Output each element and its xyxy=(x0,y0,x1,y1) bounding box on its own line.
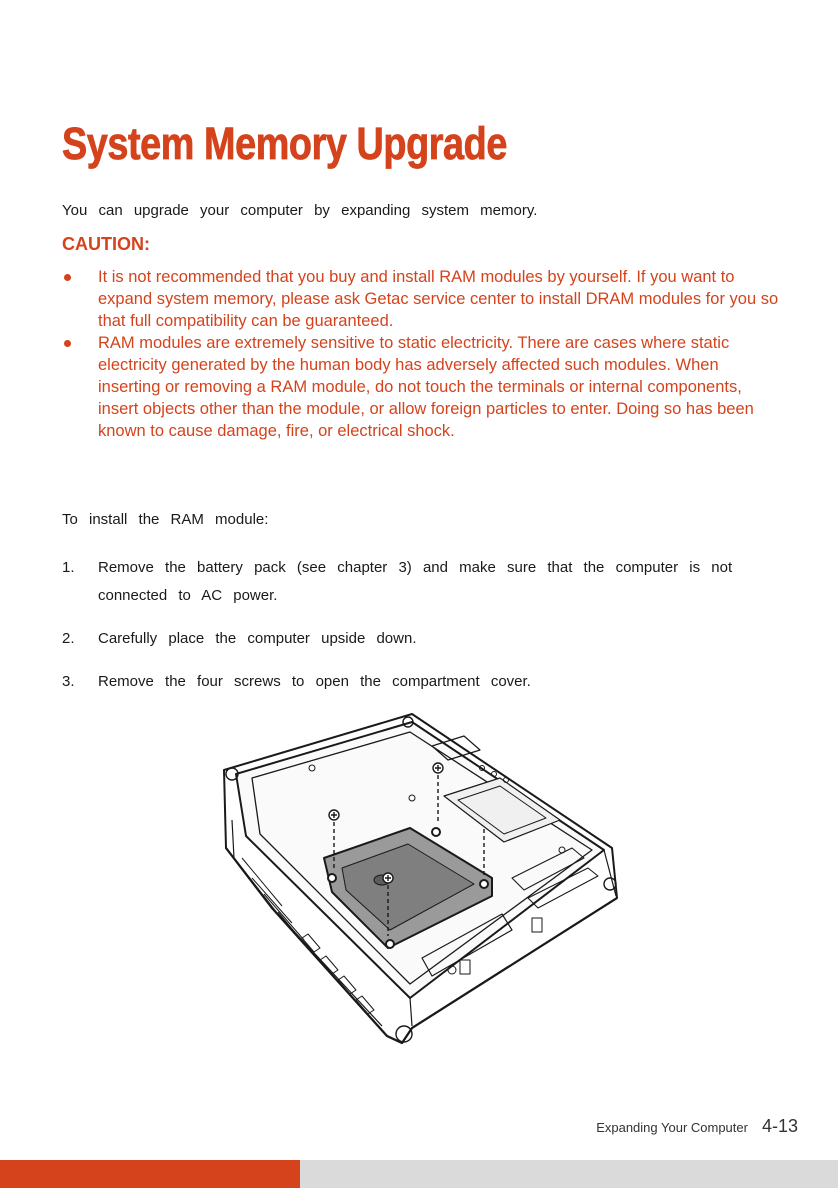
caution-list xyxy=(62,266,782,442)
step-text: Remove the battery pack (see chapter 3) and make sure that the computer is not connected to AC power. xyxy=(98,559,733,604)
page-number: 4-13 xyxy=(761,1116,798,1136)
step-item xyxy=(62,554,782,610)
caution-item xyxy=(62,332,782,442)
laptop-underside-illustration xyxy=(212,708,622,1058)
step-text: Remove the four screws to open the compartment cover. xyxy=(98,673,531,690)
caution-text: RAM modules are extremely sensitive to static electricity. There are cases where static electricity generated by the human body has adversely affected such modules. When inserting or removing a RAM module, do not touch the terminals or internal components, insert objects other than the module, or allow foreign particles to enter. Doing so has been known to cause damage, fire, or electrical shock. xyxy=(98,334,754,440)
footer xyxy=(596,1116,798,1137)
footer-accent-bar xyxy=(0,1160,300,1188)
caution-text: It is not recommended that you buy and install RAM modules by yourself. If you want to expand system memory, please ask Getac service center to install DRAM modules for you so that full compatibility can be guaranteed. xyxy=(98,268,779,330)
footer-gray-bar xyxy=(300,1160,838,1188)
step-number: 1. xyxy=(62,559,75,576)
steps-lead: To install the RAM module: xyxy=(62,511,269,528)
footer-section: Expanding Your Computer xyxy=(596,1120,748,1135)
step-item xyxy=(62,668,782,696)
caution-heading: CAUTION: xyxy=(62,234,150,254)
step-number: 2. xyxy=(62,630,75,647)
steps-list xyxy=(62,554,782,711)
intro-text: You can upgrade your computer by expanding system memory. xyxy=(62,202,538,219)
bullet-icon xyxy=(64,274,71,281)
step-number: 3. xyxy=(62,673,75,690)
step-text: Carefully place the computer upside down. xyxy=(98,630,417,647)
step-item xyxy=(62,625,782,653)
bullet-icon xyxy=(64,340,71,347)
caution-item xyxy=(62,266,782,332)
page-title: System Memory Upgrade xyxy=(62,118,507,169)
